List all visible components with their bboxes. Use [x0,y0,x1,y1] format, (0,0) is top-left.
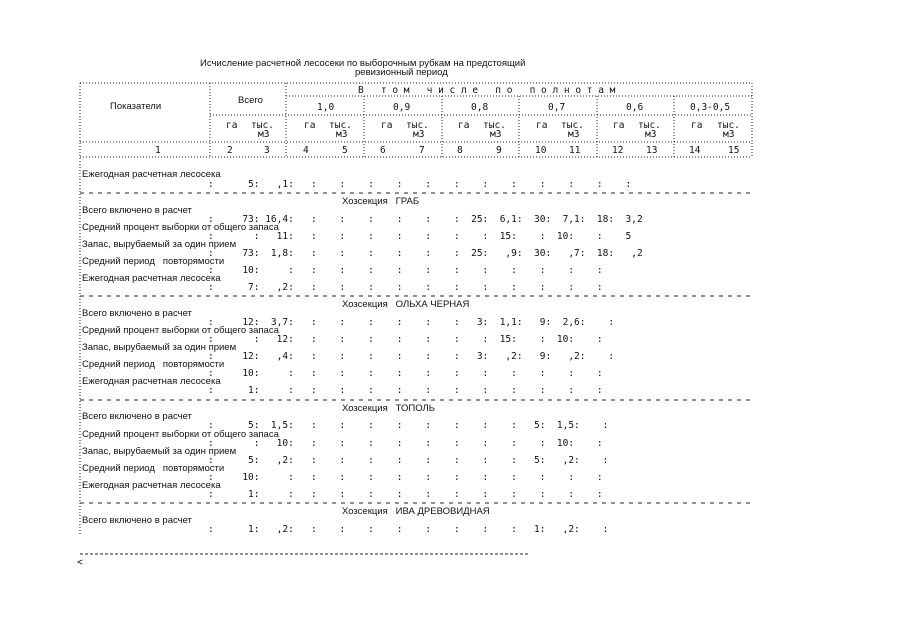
table-row: : 10: : : : : : : : : : : : : [208,265,603,276]
unit-thous: тыс. [406,120,429,131]
unit-thous: тыс. [638,120,661,131]
unit-ha: га [536,120,548,131]
density-0-6: 0,6 [626,102,644,113]
row-label-annual-cut: Ежегодная расчетная лесосека [82,273,221,284]
row-label-annual-cut: Ежегодная расчетная лесосека [82,169,221,180]
table-row: : 7: ,2: : : : : : : : : : : : [208,282,603,293]
col-number: 11 [569,145,581,156]
unit-thous: тыс. [251,120,274,131]
unit-ha: га [226,120,238,131]
table-row: : 10: : : : : : : : : : : : : [208,368,603,379]
section-title: Хозсекция ИВА ДРЕВОВИДНАЯ [342,506,490,517]
col-number: 6 [380,145,386,156]
header-group-label: В т о м ч и с л е п о п о л н о т а м [358,85,616,96]
section-title: Хозсекция ТОПОЛЬ [342,403,436,414]
unit-ha: га [458,120,470,131]
unit-ha: га [381,120,393,131]
table-row: : 5: 1,5: : : : : : : : : 5: 1,5: : [208,420,609,431]
unit-thous: тыс. [329,120,352,131]
table-row: : 10: : : : : : : : : : : : : [208,472,603,483]
row-label-stock-per-entry: Запас, вырубаемый за один прием [82,239,237,250]
table-row: : : 10: : : : : : : : : : 10: : [208,438,603,449]
col-number: 3 [264,145,270,156]
col-number: 12 [612,145,624,156]
row-label-total-included: Всего включено в расчет [82,411,192,422]
section-title: Хозсекция ОЛЬХА ЧЕРНАЯ [342,299,470,310]
row-label-total-included: Всего включено в расчет [82,205,192,216]
density-0-9: 0,9 [393,102,411,113]
footer-mark: < [77,557,83,568]
col-number: 1 [155,145,161,156]
row-label-avg-period: Средний период повторямости [82,256,225,267]
density-1-0: 1,0 [317,102,335,113]
density-0-3-0-5: 0,3-0,5 [690,102,731,113]
unit-m3: м3 [645,129,657,140]
table-row: : 1: ,2: : : : : : : : : 1: ,2: : [208,524,609,535]
header-indicators: Показатели [110,101,162,112]
table-row: : 73: 1,8: : : : : : : 25: ,9: 30: ,7: 18: ,2 [208,248,643,259]
table-row: : : 11: : : : : : : : 15: : 10: : 5 [208,231,632,242]
unit-m3: м3 [336,129,348,140]
table-row: : 5: ,2: : : : : : : : : 5: ,2: : [208,455,609,466]
unit-m3: м3 [568,129,580,140]
density-0-8: 0,8 [471,102,489,113]
unit-thous: тыс. [717,120,740,131]
unit-m3: м3 [258,129,270,140]
col-number: 13 [646,145,658,156]
table-row: : : 12: : : : : : : : 15: : 10: : [208,334,603,345]
row-label-stock-per-entry: Запас, вырубаемый за один прием [82,446,237,457]
row-label-avg-percent: Средний процент выборки от общего запаса [82,325,279,336]
report-title-line2: ревизионный период [355,67,448,78]
row-label-avg-percent: Средний процент выборки от общего запаса [82,429,279,440]
unit-m3: м3 [723,129,735,140]
row-label-avg-percent: Средний процент выборки от общего запаса [82,222,279,233]
table-row: : 1: : : : : : : : : : : : : [208,489,603,500]
row-label-annual-cut: Ежегодная расчетная лесосека [82,480,221,491]
unit-m3: м3 [490,129,502,140]
row-label-total-included: Всего включено в расчет [82,515,192,526]
row-label-avg-period: Средний период повторямости [82,463,225,474]
report-title-line1: Исчисление расчетной лесосеки по выборочным рубкам на предстоящий [200,58,526,69]
section-title: Хозсекция ГРАБ [342,196,420,207]
row-label-annual-cut: Ежегодная расчетная лесосека [82,376,221,387]
unit-ha: га [691,120,703,131]
col-number: 14 [689,145,701,156]
col-number: 4 [303,145,309,156]
table-row: : 1: : : : : : : : : : : : : [208,385,603,396]
density-0-7: 0,7 [548,102,566,113]
col-number: 8 [457,145,463,156]
col-number: 15 [728,145,740,156]
unit-ha: га [613,120,625,131]
unit-thous: тыс. [561,120,584,131]
table-row: : 73: 16,4: : : : : : : 25: 6,1: 30: 7,1: 18: 3,2 [208,214,643,225]
table-row: : 12: ,4: : : : : : : 3: ,2: 9: ,2: : [208,351,615,362]
row-label-avg-period: Средний период повторямости [82,359,225,370]
header-total: Всего [238,95,263,106]
col-number: 10 [535,145,547,156]
col-number: 9 [496,145,502,156]
table-row: : 5: ,1: : : : : : : : : : : : : [208,179,632,190]
table-row: : 12: 3,7: : : : : : : 3: 1,1: 9: 2,6: : [208,317,615,328]
row-label-total-included: Всего включено в расчет [82,308,192,319]
row-label-stock-per-entry: Запас, вырубаемый за один прием [82,342,237,353]
unit-m3: м3 [413,129,425,140]
col-number: 2 [227,145,233,156]
col-number: 7 [419,145,425,156]
col-number: 5 [342,145,348,156]
unit-ha: га [304,120,316,131]
unit-thous: тыс. [483,120,506,131]
